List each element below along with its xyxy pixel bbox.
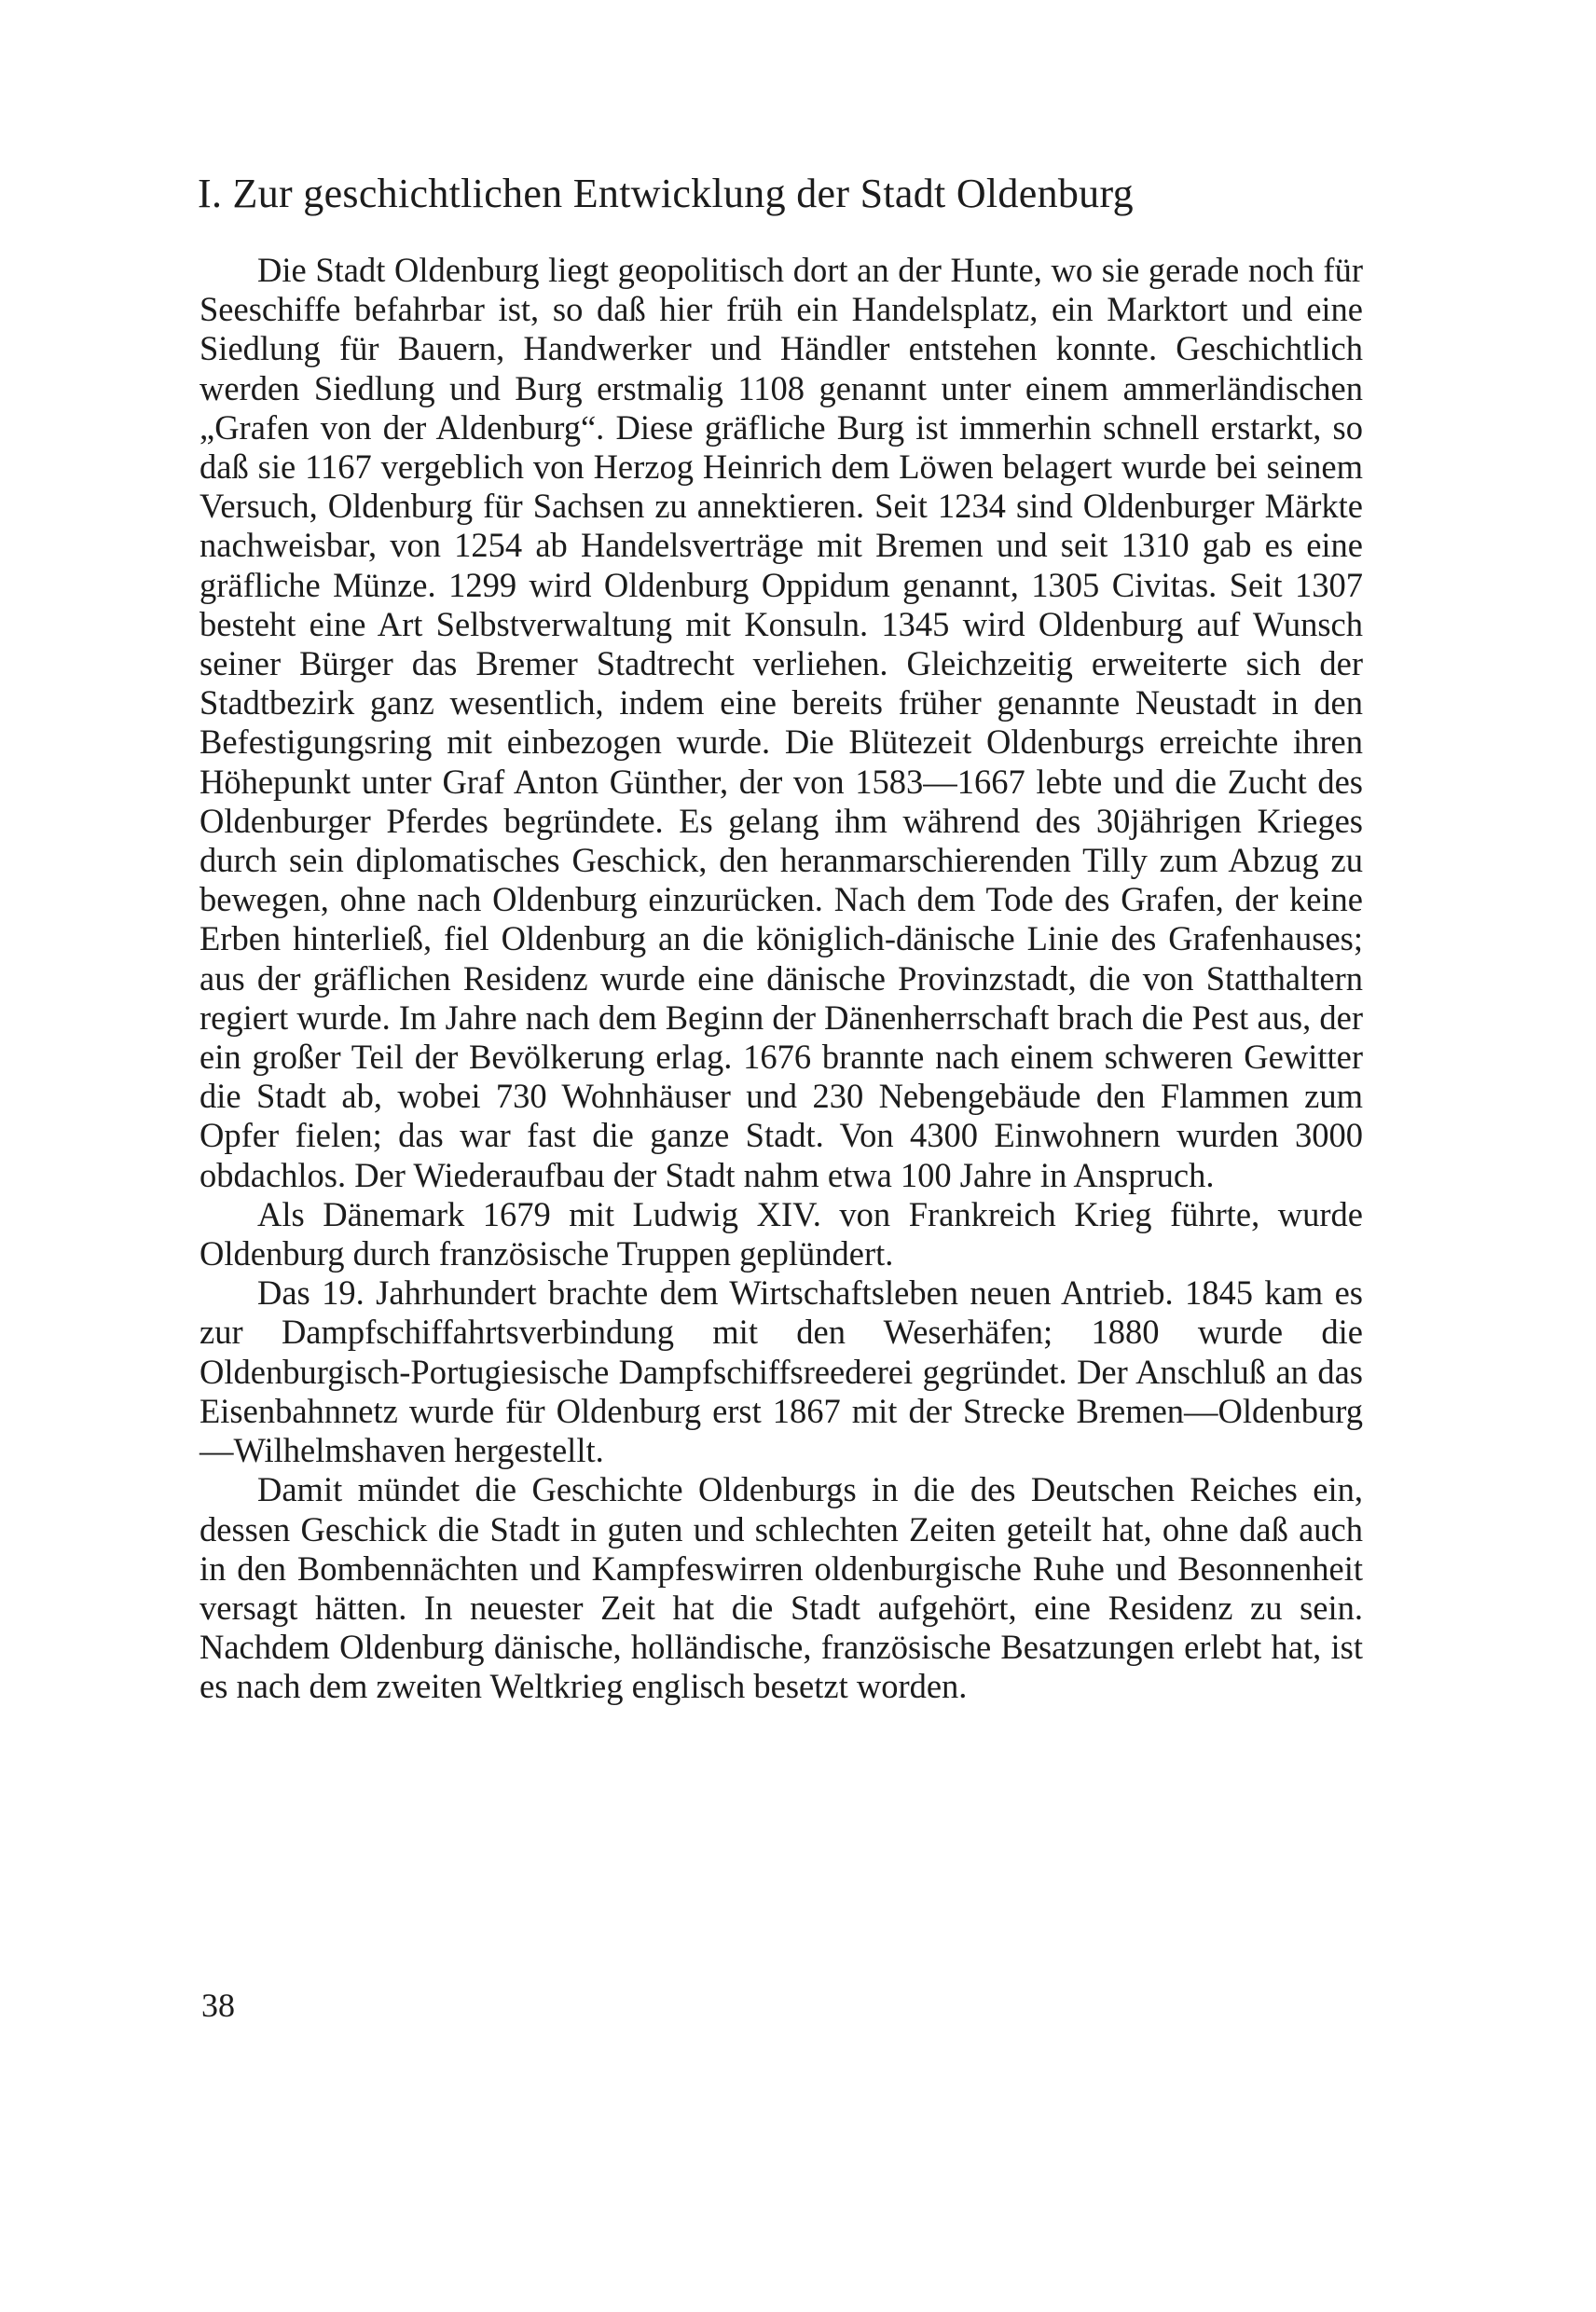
chapter-heading: I. Zur geschichtlichen Entwicklung der Stadt Oldenburg: [198, 171, 1134, 216]
body-text: [200, 251, 1363, 1707]
paragraph-2: Als Dänemark 1679 mit Ludwig XIV. von Frankreich Krieg führte, wurde Oldenburg durch französische Truppen geplündert.: [200, 1194, 1363, 1273]
paragraph-4: Damit mündet die Geschichte Oldenburgs in die des Deutschen Reiches ein, dessen Geschick die Stadt in guten und schlechten Zeiten geteilt hat, ohne daß auch in den Bombennächten und Kampfeswirren oldenburgische Ruhe und Besonnenheit versagt hätten. In neuester Zeit hat die Stadt aufgehört, eine Residenz zu sein. Nachdem Oldenburg dänische, holländische, französische Besatzungen erlebt hat, ist es nach dem zweiten Weltkrieg englisch besetzt worden.: [200, 1470, 1363, 1706]
page-number: 38: [201, 1987, 235, 2024]
paragraph-1: Die Stadt Oldenburg liegt geopolitisch dort an der Hunte, wo sie gerade noch für Seeschiffe befahrbar ist, so daß hier früh ein Handelsplatz, ein Marktort und eine Siedlung für Bauern, Handwerker und Händler entstehen konnte. Geschichtlich werden Siedlung und Burg erstmalig 1108 genannt unter einem ammerländischen „Grafen von der Aldenburg“. Diese gräfliche Burg ist immerhin schnell erstarkt, so daß sie 1167 vergeblich von Herzog Heinrich dem Löwen belagert wurde bei seinem Versuch, Oldenburg für Sachsen zu annektieren. Seit 1234 sind Oldenburger Märkte nachweisbar, von 1254 ab Handelsverträge mit Bremen und seit 1310 gab es eine gräfliche Münze. 1299 wird Oldenburg Oppidum genannt, 1305 Civitas. Seit 1307 besteht eine Art Selbstverwaltung mit Konsuln. 1345 wird Oldenburg auf Wunsch seiner Bürger das Bremer Stadtrecht verliehen. Gleichzeitig erweiterte sich der Stadtbezirk ganz wesentlich, indem eine bereits früher genannte Neustadt in den Befestigungsring mit einbezogen wurde. Die Blütezeit Oldenburgs erreichte ihren Höhepunkt unter Graf Anton Günther, der von 1583—1667 lebte und die Zucht des Oldenburger Pferdes begründete. Es gelang ihm während des 30jährigen Krieges durch sein diplomatisches Geschick, den heranmarschierenden Tilly zum Abzug zu bewegen, ohne nach Oldenburg einzurücken. Nach dem Tode des Grafen, der keine Erben hinterließ, fiel Oldenburg an die königlich-dänische Linie des Grafenhauses; aus der gräflichen Residenz wurde eine dänische Provinzstadt, die von Statthaltern regiert wurde. Im Jahre nach dem Beginn der Dänenherrschaft brach die Pest aus, der ein großer Teil der Bevölkerung erlag. 1676 brannte nach einem schweren Gewitter die Stadt ab, wobei 730 Wohnhäuser und 230 Nebengebäude den Flammen zum Opfer fielen; das war fast die ganze Stadt. Von 4300 Einwohnern wurden 3000 obdachlos. Der Wiederaufbau der Stadt nahm etwa 100 Jahre in Anspruch.: [200, 251, 1363, 1194]
paragraph-3: Das 19. Jahrhundert brachte dem Wirtschaftsleben neuen Antrieb. 1845 kam es zur Dampfschiffahrtsverbindung mit den Weserhäfen; 1880 wurde die Oldenburgisch-Portugiesische Dampfschiffsreederei gegründet. Der Anschluß an das Eisenbahnnetz wurde für Oldenburg erst 1867 mit der Strecke Bremen—Oldenburg—Wilhelmshaven hergestellt.: [200, 1273, 1363, 1470]
